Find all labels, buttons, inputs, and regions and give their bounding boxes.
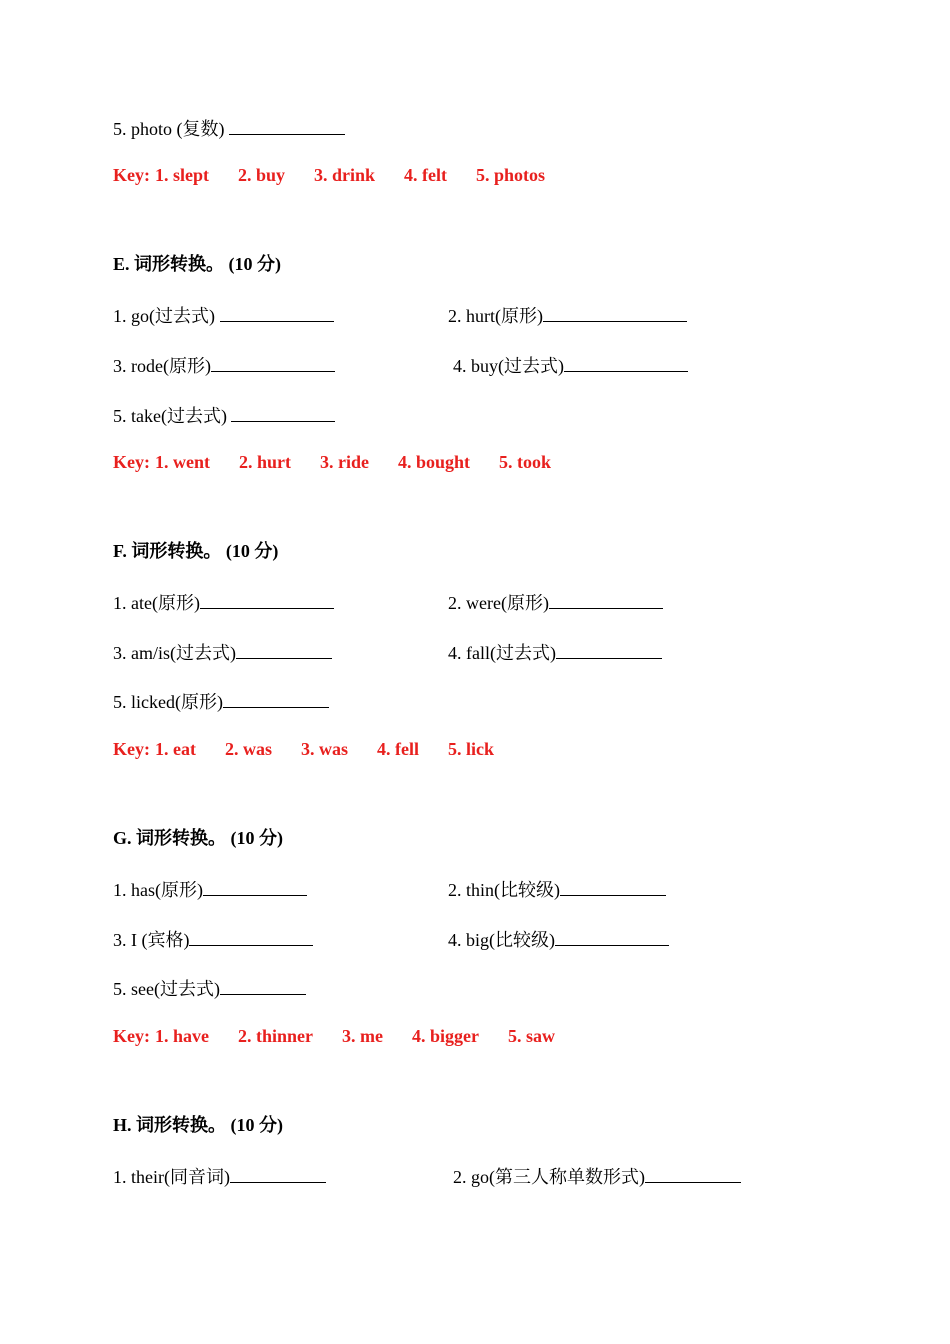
key-answer: 2. buy xyxy=(237,165,286,185)
section-title-g: G. 词形转换。 (10 分) xyxy=(113,828,283,848)
question-e2 xyxy=(448,303,687,327)
answer-key-d xyxy=(113,164,545,186)
answer-blank[interactable] xyxy=(236,640,332,659)
key-answer: 2. hurt xyxy=(238,452,291,472)
question-g3 xyxy=(113,927,313,951)
key-answer: 5. lick xyxy=(448,739,495,759)
key-answer: 1. eat xyxy=(154,739,196,759)
answer-blank[interactable] xyxy=(549,590,663,609)
answer-blank[interactable] xyxy=(229,116,345,135)
key-answer: 4. bigger xyxy=(411,1026,479,1046)
answer-blank[interactable] xyxy=(543,303,687,322)
question-g5 xyxy=(113,976,306,1000)
key-answer: 4. bought xyxy=(398,452,471,472)
key-answer: 2. thinner xyxy=(237,1026,313,1046)
question-f5 xyxy=(113,689,329,713)
question-e5 xyxy=(113,403,335,427)
question-text: 3. rode(原形) xyxy=(113,356,211,376)
question-f1 xyxy=(113,590,334,614)
question-text: 5. licked(原形) xyxy=(113,692,223,712)
key-answer: 3. ride xyxy=(320,452,369,472)
answer-key-f xyxy=(113,738,494,760)
question-e1 xyxy=(113,303,334,327)
question-text: 5. photo (复数) xyxy=(113,119,225,139)
key-answer: 3. me xyxy=(342,1026,383,1046)
answer-blank[interactable] xyxy=(203,877,307,896)
key-answer: 3. was xyxy=(300,739,348,759)
section-title-f: F. 词形转换。 (10 分) xyxy=(113,541,279,561)
answer-blank[interactable] xyxy=(555,927,669,946)
question-text: 1. go(过去式) xyxy=(113,306,215,326)
key-answer: 4. felt xyxy=(404,165,448,185)
key-label: Key: xyxy=(113,452,150,472)
answer-blank[interactable] xyxy=(211,353,335,372)
question-text: 3. I (宾格) xyxy=(113,930,190,950)
answer-key-e xyxy=(113,451,551,473)
key-label: Key: xyxy=(113,165,150,185)
question-text: 3. am/is(过去式) xyxy=(113,643,236,663)
key-answer: 5. photos xyxy=(476,165,546,185)
question-e4 xyxy=(453,353,688,377)
question-h2 xyxy=(453,1164,741,1188)
key-answer: 2. was xyxy=(224,739,272,759)
key-answer: 5. saw xyxy=(507,1026,555,1046)
question-text: 5. see(过去式) xyxy=(113,979,220,999)
question-text: 4. buy(过去式) xyxy=(453,356,564,376)
key-label: Key: xyxy=(113,1026,150,1046)
answer-blank[interactable] xyxy=(189,927,313,946)
question-text: 2. hurt(原形) xyxy=(448,306,543,326)
question-text: 4. big(比较级) xyxy=(448,930,555,950)
question-text: 2. thin(比较级) xyxy=(448,880,560,900)
answer-blank[interactable] xyxy=(223,689,329,708)
question-g1 xyxy=(113,877,307,901)
key-answer: 1. have xyxy=(154,1026,209,1046)
answer-key-g xyxy=(113,1025,555,1047)
answer-blank[interactable] xyxy=(220,976,306,995)
question-g2 xyxy=(448,877,666,901)
question-text: 2. were(原形) xyxy=(448,593,549,613)
question-e3 xyxy=(113,353,335,377)
answer-blank[interactable] xyxy=(230,1164,326,1183)
section-title-h: H. 词形转换。 (10 分) xyxy=(113,1115,283,1135)
question-text: 1. ate(原形) xyxy=(113,593,200,613)
answer-blank[interactable] xyxy=(200,590,334,609)
question-h1 xyxy=(113,1164,326,1188)
key-answer: 5. took xyxy=(499,452,552,472)
answer-blank[interactable] xyxy=(560,877,666,896)
key-answer: 1. slept xyxy=(154,165,209,185)
question-text: 5. take(过去式) xyxy=(113,406,227,426)
question-text: 1. has(原形) xyxy=(113,880,203,900)
answer-blank[interactable] xyxy=(556,640,662,659)
section-title-e: E. 词形转换。 (10 分) xyxy=(113,254,281,274)
question-f4 xyxy=(448,640,662,664)
question-text: 2. go(第三人称单数形式) xyxy=(453,1167,645,1187)
question-f2 xyxy=(448,590,663,614)
key-answer: 4. fell xyxy=(377,739,419,759)
answer-blank[interactable] xyxy=(645,1164,741,1183)
question-d5 xyxy=(113,116,345,140)
question-f3 xyxy=(113,640,332,664)
question-text: 4. fall(过去式) xyxy=(448,643,556,663)
key-answer: 1. went xyxy=(154,452,210,472)
question-g4 xyxy=(448,927,669,951)
key-answer: 3. drink xyxy=(314,165,376,185)
key-label: Key: xyxy=(113,739,150,759)
answer-blank[interactable] xyxy=(564,353,688,372)
answer-blank[interactable] xyxy=(231,403,335,422)
answer-blank[interactable] xyxy=(220,303,334,322)
question-text: 1. their(同音词) xyxy=(113,1167,230,1187)
